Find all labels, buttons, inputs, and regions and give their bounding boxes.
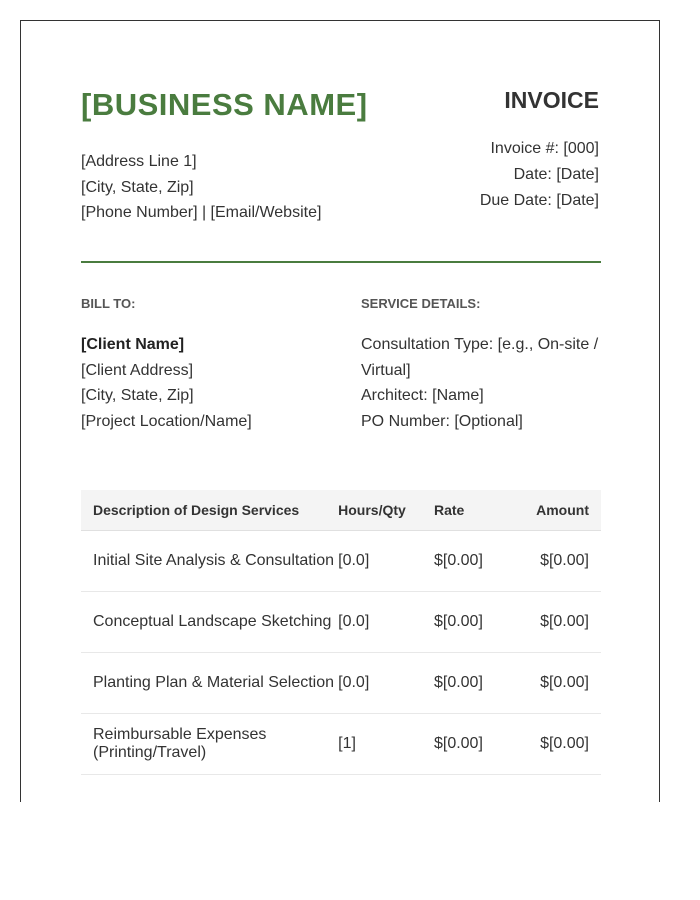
row-description: Conceptual Landscape Sketching: [81, 592, 338, 653]
invoice-date: Date: [Date]: [513, 166, 599, 183]
row-rate: $[0.00]: [434, 714, 514, 775]
row-qty: [0.0]: [338, 592, 434, 653]
header-description: Description of Design Services: [81, 490, 338, 531]
service-details-block: [361, 332, 606, 434]
project-location: [Project Location/Name]: [81, 412, 252, 430]
invoice-title: INVOICE: [504, 87, 599, 113]
row-rate: $[0.00]: [434, 653, 514, 714]
business-address-block: [81, 149, 321, 226]
invoice-number: Invoice #: [000]: [490, 140, 599, 157]
invoice-meta: [480, 136, 599, 214]
consultation-type: Consultation Type: [e.g., On-site / Virtual]: [361, 336, 599, 379]
bill-to-heading: BILL TO:: [81, 296, 136, 311]
row-qty: [0.0]: [338, 531, 434, 592]
row-rate: $[0.00]: [434, 531, 514, 592]
header-amount: Amount: [514, 490, 601, 531]
table-row: [81, 714, 601, 775]
bill-to-block: [81, 332, 252, 434]
table-row: [81, 653, 601, 714]
po-number: PO Number: [Optional]: [361, 412, 523, 430]
header-rate: Rate: [434, 490, 514, 531]
invoice-due-date: Due Date: [Date]: [479, 192, 599, 209]
row-rate: $[0.00]: [434, 592, 514, 653]
row-qty: [1]: [338, 714, 434, 775]
row-description: Planting Plan & Material Selection: [81, 653, 338, 714]
table-row: [81, 592, 601, 653]
business-name: [BUSINESS NAME]: [81, 87, 368, 122]
business-contact: [Phone Number] | [Email/Website]: [81, 204, 322, 221]
row-qty: [0.0]: [338, 653, 434, 714]
architect: Architect: [Name]: [361, 387, 484, 404]
services-table: [81, 490, 601, 775]
row-amount: $[0.00]: [514, 653, 601, 714]
business-city-state-zip: [City, State, Zip]: [81, 178, 194, 196]
client-city-state-zip: [City, State, Zip]: [81, 387, 194, 404]
table-header-row: [81, 490, 601, 531]
row-description: Initial Site Analysis & Consultation: [81, 531, 338, 592]
client-name: [Client Name]: [81, 336, 185, 353]
invoice-page: [20, 20, 660, 802]
header-qty: Hours/Qty: [338, 490, 434, 531]
business-address-line: [Address Line 1]: [81, 153, 197, 170]
header-divider: [81, 261, 601, 263]
row-amount: $[0.00]: [514, 592, 601, 653]
table-row: [81, 531, 601, 592]
service-details-heading: SERVICE DETAILS:: [361, 296, 481, 311]
row-description: Reimbursable Expenses (Printing/Travel): [81, 714, 338, 775]
row-amount: $[0.00]: [514, 531, 601, 592]
client-address: [Client Address]: [81, 361, 194, 379]
row-amount: $[0.00]: [514, 714, 601, 775]
